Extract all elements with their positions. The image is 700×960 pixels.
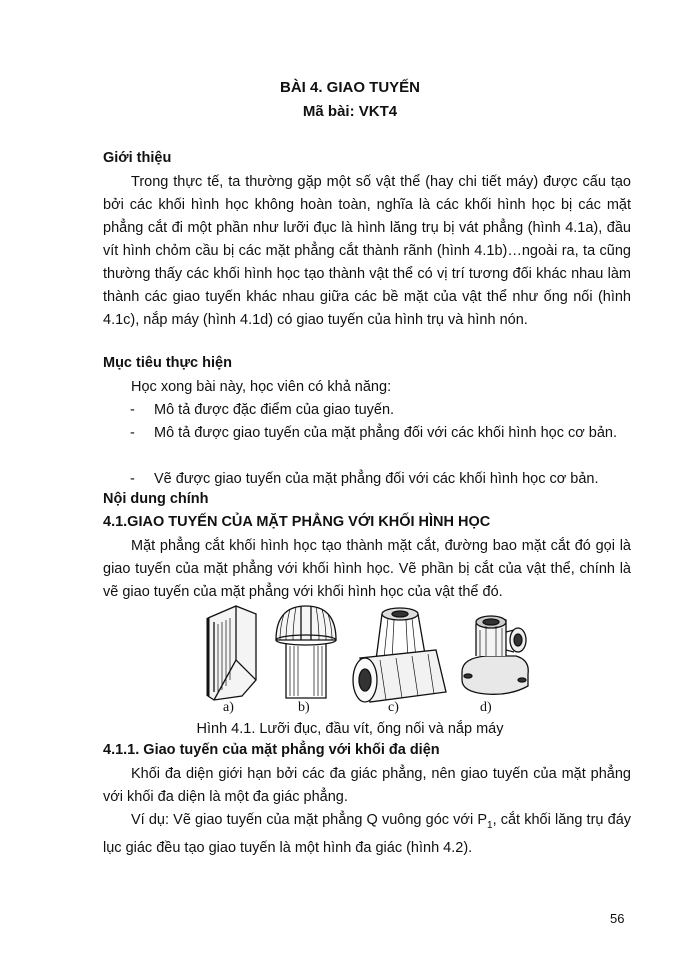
example-subscript: 1: [487, 819, 493, 831]
intro-heading: Giới thiệu: [103, 150, 172, 166]
pipe-joint-drawing: [353, 608, 446, 702]
list-item: [130, 399, 631, 422]
figure-label-b: b): [298, 700, 310, 715]
objectives-lead: Học xong bài này, học viên có khả năng:: [131, 379, 392, 395]
example-text-start: Ví dụ: Vẽ giao tuyến của mặt phẳng Q vuông góc với P: [131, 812, 487, 828]
objective-2: Mô tả được giao tuyến của mặt phẳng đối với các khối hình học cơ bản.: [154, 425, 618, 441]
intro-paragraph: Trong thực tế, ta thường gặp một số vật thể (hay chi tiết máy) được cấu tạo bởi các khối hình học không hoàn toàn, nghĩa là các khối hình học bị các mặt phẳng cắt đi một phần như lưỡi đục là hình lăng trụ bị vát phẳng (hình 4.1a), đầu vít hình chỏm cầu bị các mặt phẳng cắt thành rãnh (hình 4.1b)…ngoài ra, ta cũng thường thấy các khối hình học tạo thành vật thể có vị trí tương đối khác nhau làm thành các giao tuyến khác nhau giữa các bề mặt của vật thể như ống nối (hình 4.1c), nắp máy (hình 4.1d) có giao tuyến của hình trụ và hình nón.: [103, 174, 631, 328]
example-paragraph: [103, 809, 631, 860]
bullet-dash: -: [130, 425, 135, 441]
bullet-dash: -: [130, 471, 135, 487]
figure-label-d: d): [480, 700, 492, 715]
objectives-heading: Mục tiêu thực hiện: [103, 355, 232, 371]
section-title: 4.1.GIAO TUYẾN CỦA MẶT PHẲNG VỚI KHỐI HÌNH HỌC: [103, 514, 491, 530]
screw-drawing: [276, 606, 336, 698]
section-paragraph: Mặt phẳng cắt khối hình học tạo thành mặt cắt, đường bao mặt cắt đó gọi là giao tuyến của mặt phẳng với khối hình học. Vẽ phần bị cắt của vật thể, chính là vẽ giao tuyến của mặt phẳng với khối hình học của vật thể đó.: [103, 538, 631, 600]
subsection-title: 4.1.1. Giao tuyến của mặt phẳng với khối đa diện: [103, 742, 440, 758]
list-item: [103, 422, 631, 445]
objective-3: Vẽ được giao tuyến của mặt phẳng đối với các khối hình học cơ bản.: [154, 471, 599, 487]
subsection-paragraph: Khối đa diện giới hạn bởi các đa giác phẳng, nên giao tuyến của mặt phẳng với khối đa diện là một đa giác phẳng.: [103, 766, 631, 805]
example-text-end: , cắt khối lăng trụ đáy lục giác đều tạo giao tuyến là một hình đa giác (hình 4.2).: [103, 812, 632, 856]
chisel-drawing: [208, 606, 256, 700]
page-number: 56: [610, 911, 625, 926]
content-heading: Nội dung chính: [103, 491, 209, 507]
cover-drawing: [462, 616, 528, 694]
figure-label-a: a): [223, 700, 234, 715]
figure-caption: Hình 4.1. Lưỡi đục, đầu vít, ống nối và nắp máy: [196, 721, 504, 737]
lesson-title: BÀI 4. GIAO TUYẾN: [279, 79, 421, 96]
bullet-dash: -: [130, 402, 135, 418]
list-item: [130, 468, 631, 491]
figure-label-c: c): [388, 700, 399, 715]
lesson-code: Mã bài: VKT4: [302, 103, 398, 120]
objective-1: Mô tả được đặc điểm của giao tuyến.: [154, 402, 395, 418]
